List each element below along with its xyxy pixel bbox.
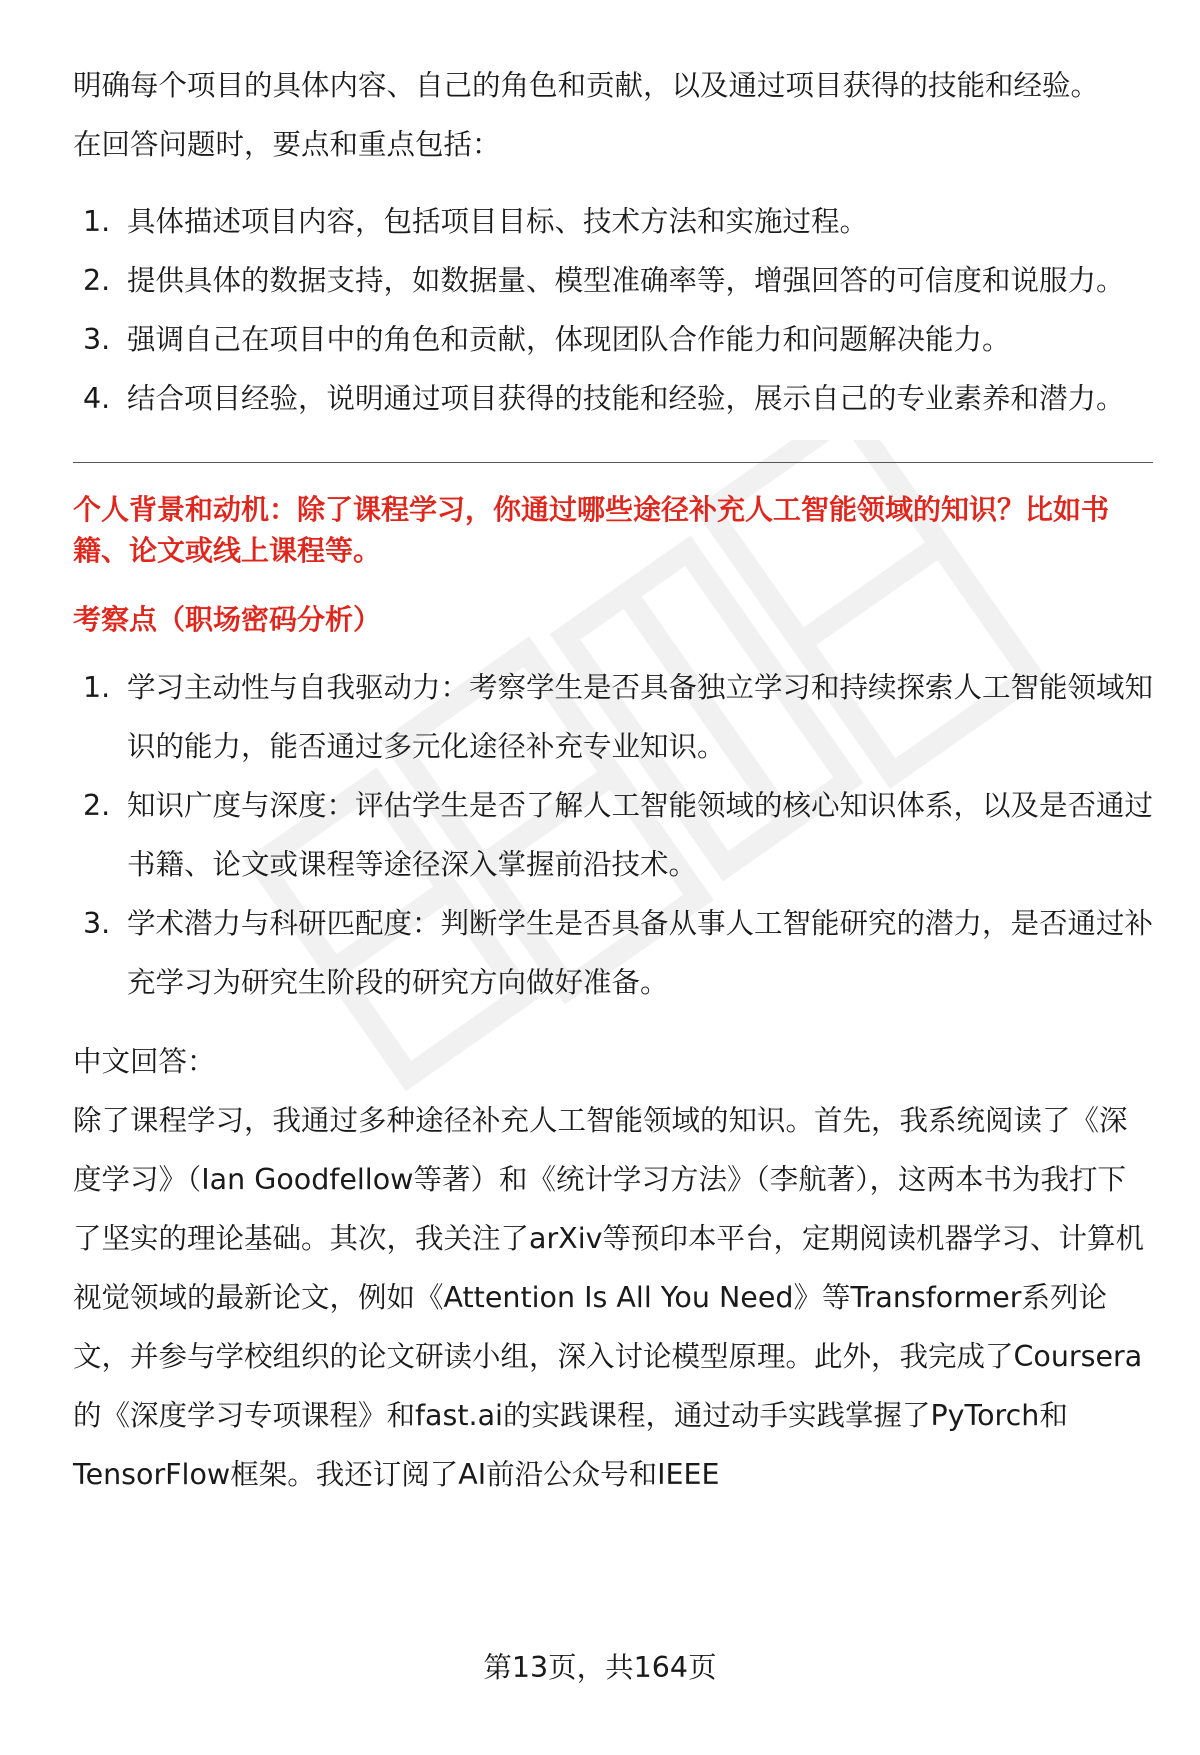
key-points-list (73, 192, 1153, 428)
list-number: 3. (83, 907, 111, 940)
question-heading: 个人背景和动机：除了课程学习，你通过哪些途径补充人工智能领域的知识？比如书籍、论文或线上课程等。 (73, 493, 1110, 567)
list-item-text: 学习主动性与自我驱动力：考察学生是否具备独立学习和持续探索人工智能领域知识的能力，能否通过多元化途径补充专业知识。 (127, 671, 1154, 763)
section-divider (73, 462, 1153, 463)
list-number: 1. (83, 205, 111, 238)
list-item (73, 776, 1153, 894)
list-number: 2. (83, 789, 111, 822)
focus-points-list (73, 658, 1153, 1012)
list-item-text: 学术潜力与科研匹配度：判断学生是否具备从事人工智能研究的潜力，是否通过补充学习为研究生阶段的研究方向做好准备。 (127, 907, 1154, 999)
list-item-text: 强调自己在项目中的角色和贡献，体现团队合作能力和问题解决能力。 (127, 323, 1011, 356)
list-item (73, 894, 1153, 1012)
list-number: 1. (83, 671, 111, 704)
list-item (73, 658, 1153, 776)
list-item (73, 310, 1153, 369)
intro-line-1: 明确每个项目的具体内容、自己的角色和贡献，以及通过项目获得的技能和经验。 (73, 69, 1100, 102)
list-item (73, 251, 1153, 310)
page-number-footer: 第13页，共164页 (483, 1651, 717, 1684)
answer-paragraph: 除了课程学习，我通过多种途径补充人工智能领域的知识。首先，我系统阅读了《深度学习》（Ian Goodfellow等著）和《统计学习方法》（李航著），这两本书为我打下了坚实的理论基础。其次，我关注了arXiv等预印本平台，定期阅读机器学习、计算机视觉领域的最新论文，例如《Attention Is All You Need》等Transformer系列论文，并参与学校组织的论文研读小组，深入讨论模型原理。此外，我完成了Coursera的《深度学习专项课程》和fast.ai的实践课程，通过动手实践掌握了PyTorch和TensorFlow框架。我还订阅了AI前沿公众号和IEEE (73, 1104, 1144, 1491)
list-number: 3. (83, 323, 111, 356)
answer-label: 中文回答： (73, 1045, 216, 1078)
list-item-text: 提供具体的数据支持，如数据量、模型准确率等，增强回答的可信度和说服力。 (127, 264, 1125, 297)
list-item-text: 具体描述项目内容，包括项目目标、技术方法和实施过程。 (127, 205, 869, 238)
list-number: 4. (83, 382, 111, 415)
focus-heading: 考察点（职场密码分析） (73, 603, 382, 636)
list-item-text: 知识广度与深度：评估学生是否了解人工智能领域的核心知识体系，以及是否通过书籍、论文或课程等途径深入掌握前沿技术。 (127, 789, 1154, 881)
list-number: 2. (83, 264, 111, 297)
intro-line-2: 在回答问题时，要点和重点包括： (73, 128, 501, 161)
list-item (73, 192, 1153, 251)
list-item (73, 369, 1153, 428)
page-content (73, 56, 1153, 1504)
list-item-text: 结合项目经验，说明通过项目获得的技能和经验，展示自己的专业素养和潜力。 (127, 382, 1125, 415)
